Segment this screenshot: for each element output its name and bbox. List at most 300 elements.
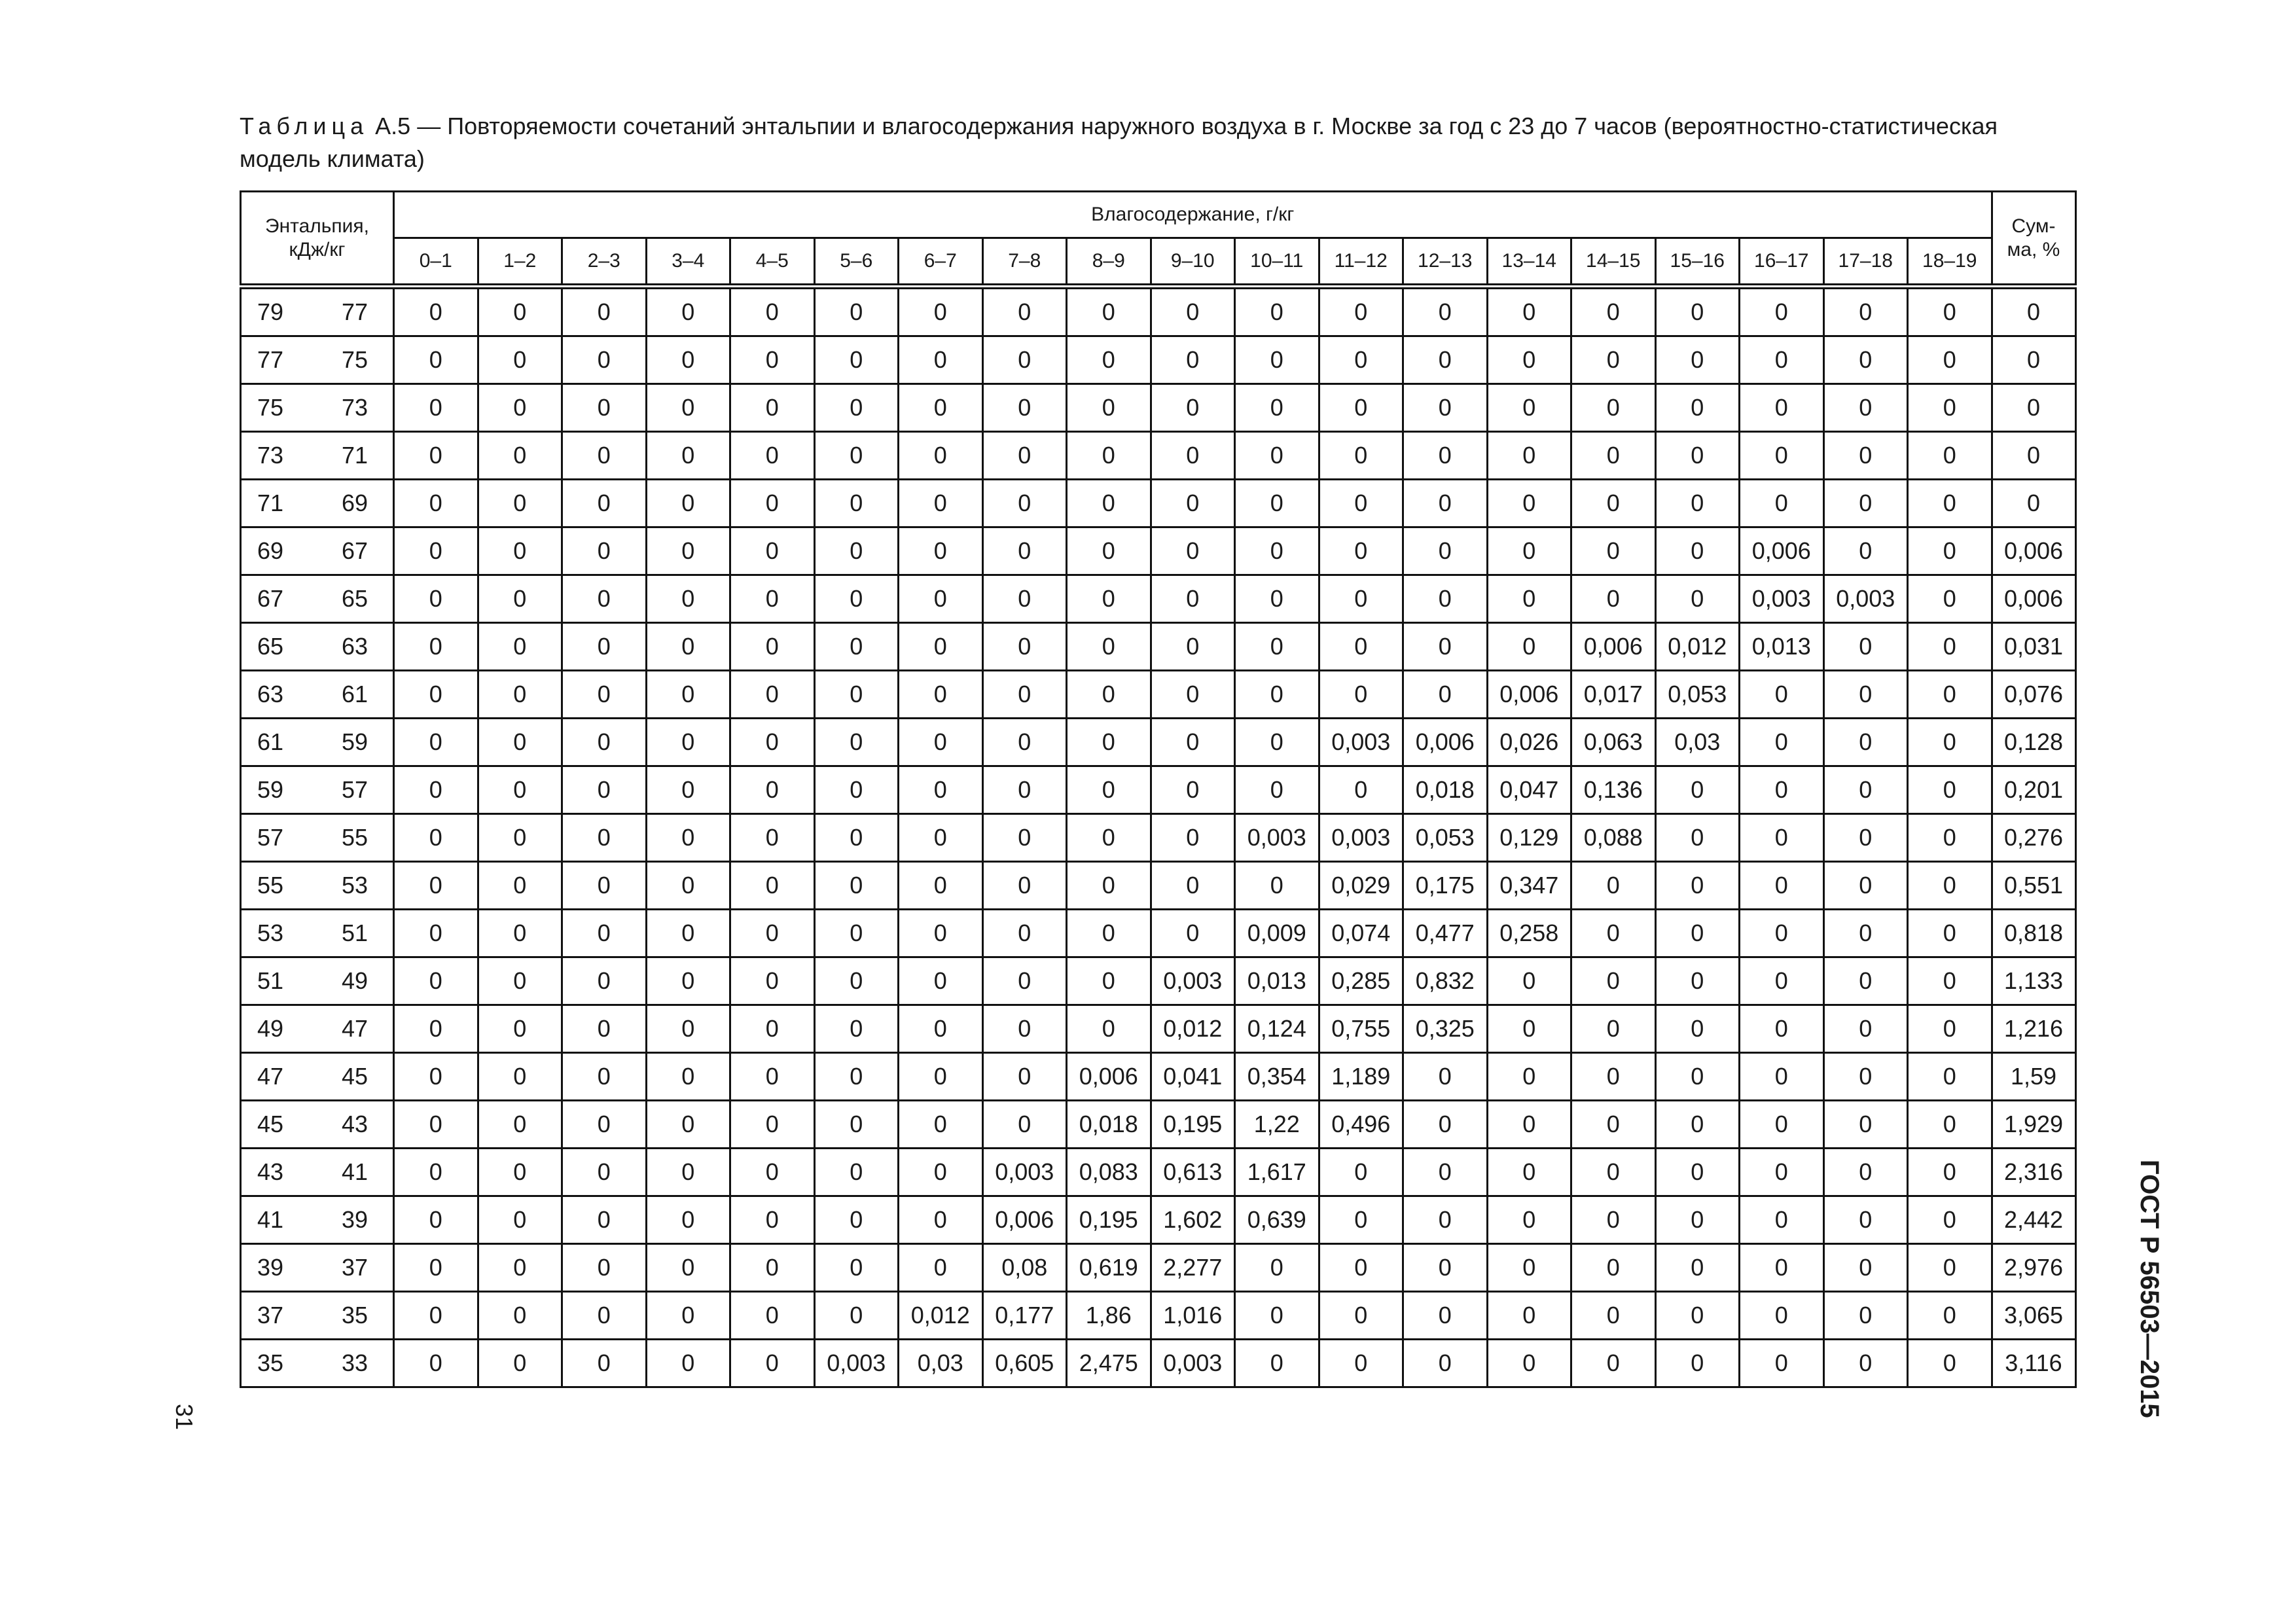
table-caption	[240, 110, 2072, 175]
value-cell: 0,063	[1571, 719, 1656, 766]
value-cell: 0	[1823, 766, 1908, 814]
value-cell: 0	[899, 623, 983, 671]
value-cell: 0,195	[1067, 1196, 1151, 1244]
table-row	[241, 287, 2076, 336]
table-row	[241, 1244, 2076, 1292]
value-cell: 0	[1740, 1340, 1824, 1387]
value-cell: 0	[1908, 719, 1992, 766]
value-cell: 1,617	[1235, 1149, 1319, 1196]
value-cell: 0	[814, 1244, 899, 1292]
value-cell: 0	[1319, 1244, 1403, 1292]
value-cell: 0	[1571, 1053, 1656, 1101]
moisture-column-header: 10–11	[1235, 238, 1319, 287]
enthalpy-from-cell: 69	[241, 527, 317, 575]
moisture-column-header: 0–1	[394, 238, 478, 287]
value-cell: 0	[899, 336, 983, 384]
value-cell: 0	[1151, 336, 1235, 384]
value-cell: 0	[394, 1244, 478, 1292]
table-row	[241, 384, 2076, 432]
sum-cell: 2,976	[1992, 1244, 2075, 1292]
value-cell: 0	[646, 1340, 730, 1387]
value-cell: 0	[1571, 1005, 1656, 1053]
moisture-column-header: 17–18	[1823, 238, 1908, 287]
value-cell: 0	[1151, 766, 1235, 814]
value-cell: 0,026	[1487, 719, 1571, 766]
value-cell: 0	[1235, 575, 1319, 623]
value-cell: 0	[814, 1196, 899, 1244]
enthalpy-from-cell: 51	[241, 957, 317, 1005]
value-cell: 0	[982, 527, 1067, 575]
value-cell: 0	[1740, 1101, 1824, 1149]
enthalpy-from-cell: 41	[241, 1196, 317, 1244]
value-cell: 0	[562, 480, 647, 527]
value-cell: 0	[478, 336, 562, 384]
value-cell: 0	[730, 814, 815, 862]
sum-cell: 0	[1992, 287, 2075, 336]
enthalpy-from-cell: 59	[241, 766, 317, 814]
value-cell: 0	[478, 384, 562, 432]
value-cell: 0	[1655, 1101, 1740, 1149]
value-cell: 0	[394, 384, 478, 432]
table-row	[241, 1053, 2076, 1101]
enthalpy-to-cell: 57	[317, 766, 394, 814]
value-cell: 0	[814, 766, 899, 814]
enthalpy-from-cell: 49	[241, 1005, 317, 1053]
value-cell: 0	[730, 1340, 815, 1387]
value-cell: 0	[1487, 1292, 1571, 1340]
caption-text: А.5 — Повторяемости сочетаний энтальпии и влагосодержания наружного воздуха в г. Москве за год с 23 до 7 часов (вероятностно-статистическая модель климата)	[240, 113, 1998, 172]
value-cell: 0	[1908, 432, 1992, 480]
caption-prefix: Таблица	[240, 113, 369, 139]
value-cell: 0	[1571, 1149, 1656, 1196]
value-cell: 0,003	[1823, 575, 1908, 623]
value-cell: 0	[814, 1053, 899, 1101]
value-cell: 0	[1908, 1149, 1992, 1196]
value-cell: 0	[899, 1005, 983, 1053]
moisture-column-header: 8–9	[1067, 238, 1151, 287]
value-cell: 0	[646, 766, 730, 814]
value-cell: 0	[646, 1244, 730, 1292]
value-cell: 0	[982, 384, 1067, 432]
value-cell: 0	[1571, 1244, 1656, 1292]
value-cell: 0	[1740, 1149, 1824, 1196]
value-cell: 0	[1067, 384, 1151, 432]
table-row	[241, 1292, 2076, 1340]
value-cell: 0	[814, 287, 899, 336]
value-cell: 0	[1319, 1196, 1403, 1244]
value-cell: 0	[394, 432, 478, 480]
value-cell: 0	[1571, 1101, 1656, 1149]
value-cell: 0	[1151, 384, 1235, 432]
value-cell: 0	[814, 862, 899, 910]
value-cell: 0	[646, 910, 730, 957]
value-cell: 0	[1319, 1292, 1403, 1340]
value-cell: 0	[1908, 384, 1992, 432]
value-cell: 0	[814, 1292, 899, 1340]
value-cell: 0	[562, 1005, 647, 1053]
value-cell: 0	[1655, 1340, 1740, 1387]
table-row	[241, 862, 2076, 910]
value-cell: 0	[899, 1101, 983, 1149]
value-cell: 0,003	[1319, 814, 1403, 862]
value-cell: 0	[478, 432, 562, 480]
value-cell: 0	[1655, 814, 1740, 862]
table-row	[241, 1196, 2076, 1244]
value-cell: 0	[1655, 480, 1740, 527]
value-cell: 0	[1823, 384, 1908, 432]
value-cell: 0,136	[1571, 766, 1656, 814]
value-cell: 0	[646, 862, 730, 910]
value-cell: 0	[646, 1149, 730, 1196]
value-cell: 0	[1235, 1244, 1319, 1292]
value-cell: 0	[1403, 671, 1488, 719]
value-cell: 0,017	[1571, 671, 1656, 719]
sum-cell: 1,216	[1992, 1005, 2075, 1053]
value-cell: 0	[1655, 1292, 1740, 1340]
value-cell: 0	[1151, 862, 1235, 910]
value-cell: 0	[899, 384, 983, 432]
enthalpy-to-cell: 33	[317, 1340, 394, 1387]
enthalpy-to-cell: 45	[317, 1053, 394, 1101]
value-cell: 0	[899, 1053, 983, 1101]
value-cell: 0	[730, 1005, 815, 1053]
value-cell: 0	[1487, 287, 1571, 336]
enthalpy-from-cell: 43	[241, 1149, 317, 1196]
value-cell: 0,285	[1319, 957, 1403, 1005]
table-row	[241, 1005, 2076, 1053]
value-cell: 0	[899, 575, 983, 623]
value-cell: 0,012	[1151, 1005, 1235, 1053]
value-cell: 0	[1067, 336, 1151, 384]
value-cell: 0,325	[1403, 1005, 1488, 1053]
value-cell: 0	[1235, 671, 1319, 719]
value-cell: 0	[1403, 1101, 1488, 1149]
value-cell: 0	[394, 1101, 478, 1149]
value-cell: 0	[814, 1101, 899, 1149]
value-cell: 0	[562, 1244, 647, 1292]
value-cell: 0	[1908, 862, 1992, 910]
value-cell: 0	[646, 527, 730, 575]
value-cell: 0,003	[1319, 719, 1403, 766]
sum-cell: 0,551	[1992, 862, 2075, 910]
sum-cell: 3,065	[1992, 1292, 2075, 1340]
table-row	[241, 719, 2076, 766]
value-cell: 0	[478, 1340, 562, 1387]
value-cell: 0	[982, 432, 1067, 480]
value-cell: 2,277	[1151, 1244, 1235, 1292]
value-cell: 0	[899, 480, 983, 527]
value-cell: 0	[1403, 1244, 1488, 1292]
value-cell: 0	[1403, 287, 1488, 336]
value-cell: 0	[1908, 336, 1992, 384]
value-cell: 0,003	[1151, 1340, 1235, 1387]
value-cell: 0	[982, 814, 1067, 862]
value-cell: 1,602	[1151, 1196, 1235, 1244]
enthalpy-header	[241, 192, 394, 287]
moisture-column-header: 2–3	[562, 238, 647, 287]
value-cell: 0	[1823, 719, 1908, 766]
document-code: ГОСТ Р 56503—2015	[2135, 1160, 2164, 1418]
value-cell: 0	[1740, 719, 1824, 766]
value-cell: 0	[478, 623, 562, 671]
value-cell: 0	[1151, 480, 1235, 527]
value-cell: 0	[1571, 862, 1656, 910]
value-cell: 0	[730, 862, 815, 910]
enthalpy-to-cell: 71	[317, 432, 394, 480]
value-cell: 0	[1908, 527, 1992, 575]
value-cell: 0,354	[1235, 1053, 1319, 1101]
value-cell: 0	[814, 384, 899, 432]
value-cell: 0	[562, 766, 647, 814]
moisture-column-header: 1–2	[478, 238, 562, 287]
value-cell: 0,619	[1067, 1244, 1151, 1292]
value-cell: 0	[1740, 1292, 1824, 1340]
value-cell: 0	[1740, 766, 1824, 814]
value-cell: 0	[1067, 1005, 1151, 1053]
sum-cell: 0	[1992, 480, 2075, 527]
value-cell: 0	[730, 1196, 815, 1244]
value-cell: 0	[730, 480, 815, 527]
value-cell: 0	[730, 527, 815, 575]
value-cell: 0	[1823, 480, 1908, 527]
value-cell: 0	[646, 1053, 730, 1101]
value-cell: 0	[899, 432, 983, 480]
value-cell: 0	[1067, 766, 1151, 814]
value-cell: 0	[1319, 671, 1403, 719]
value-cell: 0	[1655, 1196, 1740, 1244]
moisture-column-header: 16–17	[1740, 238, 1824, 287]
value-cell: 0	[1487, 527, 1571, 575]
value-cell: 0	[1235, 766, 1319, 814]
value-cell: 0,006	[1740, 527, 1824, 575]
value-cell: 0	[1908, 575, 1992, 623]
value-cell: 0	[730, 910, 815, 957]
value-cell: 0	[1823, 862, 1908, 910]
enthalpy-to-cell: 49	[317, 957, 394, 1005]
value-cell: 0	[478, 814, 562, 862]
value-cell: 0	[982, 910, 1067, 957]
value-cell: 0	[730, 766, 815, 814]
moisture-column-header: 13–14	[1487, 238, 1571, 287]
value-cell: 0	[1740, 1005, 1824, 1053]
value-cell: 0	[1823, 814, 1908, 862]
value-cell: 0	[1403, 1340, 1488, 1387]
value-cell: 0	[1487, 1196, 1571, 1244]
value-cell: 0,012	[899, 1292, 983, 1340]
enthalpy-from-cell: 67	[241, 575, 317, 623]
value-cell: 0	[1067, 623, 1151, 671]
value-cell: 0	[1235, 527, 1319, 575]
value-cell: 0	[1571, 432, 1656, 480]
value-cell: 0	[1655, 336, 1740, 384]
value-cell: 0	[562, 814, 647, 862]
enthalpy-to-cell: 47	[317, 1005, 394, 1053]
value-cell: 0	[1487, 384, 1571, 432]
sum-cell: 0,128	[1992, 719, 2075, 766]
value-cell: 0	[646, 480, 730, 527]
value-cell: 0	[1067, 910, 1151, 957]
value-cell: 0	[1067, 432, 1151, 480]
value-cell: 0	[478, 1149, 562, 1196]
value-cell: 0	[562, 623, 647, 671]
value-cell: 0	[1823, 623, 1908, 671]
sum-header-line1: Сум-	[2011, 215, 2056, 237]
sum-cell: 3,116	[1992, 1340, 2075, 1387]
value-cell: 0	[1067, 480, 1151, 527]
enthalpy-from-cell: 35	[241, 1340, 317, 1387]
value-cell: 0	[478, 1244, 562, 1292]
value-cell: 0	[1403, 575, 1488, 623]
value-cell: 0	[646, 432, 730, 480]
sum-cell: 2,442	[1992, 1196, 2075, 1244]
value-cell: 0	[1908, 1244, 1992, 1292]
enthalpy-to-cell: 41	[317, 1149, 394, 1196]
value-cell: 0,006	[1067, 1053, 1151, 1101]
value-cell: 0	[899, 1196, 983, 1244]
moisture-column-header: 14–15	[1571, 238, 1656, 287]
value-cell: 0	[1908, 766, 1992, 814]
value-cell: 0,013	[1740, 623, 1824, 671]
value-cell: 0	[1067, 957, 1151, 1005]
value-cell: 0	[562, 432, 647, 480]
value-cell: 0	[394, 862, 478, 910]
value-cell: 0	[982, 1053, 1067, 1101]
value-cell: 0	[562, 957, 647, 1005]
value-cell: 0	[899, 527, 983, 575]
value-cell: 0,047	[1487, 766, 1571, 814]
value-cell: 0	[646, 1292, 730, 1340]
value-cell: 0	[394, 623, 478, 671]
value-cell: 0	[1067, 814, 1151, 862]
value-cell: 0	[1823, 1340, 1908, 1387]
table-row	[241, 1340, 2076, 1387]
value-cell: 0	[1823, 336, 1908, 384]
sum-cell: 1,929	[1992, 1101, 2075, 1149]
table-row	[241, 1101, 2076, 1149]
sum-cell: 2,316	[1992, 1149, 2075, 1196]
value-cell: 0,03	[899, 1340, 983, 1387]
value-cell: 1,22	[1235, 1101, 1319, 1149]
value-cell: 0	[646, 287, 730, 336]
value-cell: 0	[1908, 623, 1992, 671]
value-cell: 0	[394, 766, 478, 814]
table-row	[241, 480, 2076, 527]
value-cell: 2,475	[1067, 1340, 1151, 1387]
enthalpy-from-cell: 79	[241, 287, 317, 336]
value-cell: 0	[730, 432, 815, 480]
value-cell: 0	[982, 575, 1067, 623]
value-cell: 0	[1151, 623, 1235, 671]
value-cell: 0	[562, 336, 647, 384]
value-cell: 0	[1655, 1244, 1740, 1292]
value-cell: 0	[1740, 671, 1824, 719]
value-cell: 0	[1487, 1053, 1571, 1101]
value-cell: 0	[1823, 1149, 1908, 1196]
value-cell: 0	[1823, 1292, 1908, 1340]
value-cell: 0,006	[1487, 671, 1571, 719]
value-cell: 1,189	[1319, 1053, 1403, 1101]
value-cell: 0	[478, 1292, 562, 1340]
value-cell: 0,074	[1319, 910, 1403, 957]
sum-header	[1992, 192, 2075, 287]
value-cell: 0	[1487, 1005, 1571, 1053]
sum-cell: 0	[1992, 336, 2075, 384]
value-cell: 0	[730, 671, 815, 719]
value-cell: 0	[1235, 719, 1319, 766]
value-cell: 0	[982, 480, 1067, 527]
value-cell: 0	[394, 910, 478, 957]
value-cell: 0	[394, 480, 478, 527]
value-cell: 0	[1823, 527, 1908, 575]
value-cell: 0	[1908, 671, 1992, 719]
value-cell: 0	[1823, 910, 1908, 957]
value-cell: 0	[1571, 336, 1656, 384]
value-cell: 0	[982, 671, 1067, 719]
value-cell: 0	[1908, 1101, 1992, 1149]
value-cell: 0,175	[1403, 862, 1488, 910]
sum-cell: 0,201	[1992, 766, 2075, 814]
value-cell: 0	[1655, 287, 1740, 336]
value-cell: 0	[1823, 1196, 1908, 1244]
value-cell: 0,013	[1235, 957, 1319, 1005]
sum-cell: 0,076	[1992, 671, 2075, 719]
value-cell: 0	[562, 910, 647, 957]
value-cell: 0	[646, 1196, 730, 1244]
table-row	[241, 671, 2076, 719]
value-cell: 0	[394, 1005, 478, 1053]
value-cell: 0	[1319, 1149, 1403, 1196]
enthalpy-to-cell: 61	[317, 671, 394, 719]
value-cell: 1,016	[1151, 1292, 1235, 1340]
sum-cell: 0	[1992, 432, 2075, 480]
value-cell: 0	[1403, 1196, 1488, 1244]
enthalpy-to-cell: 39	[317, 1196, 394, 1244]
value-cell: 0	[1740, 862, 1824, 910]
enthalpy-from-cell: 39	[241, 1244, 317, 1292]
enthalpy-from-cell: 37	[241, 1292, 317, 1340]
value-cell: 0	[1319, 432, 1403, 480]
value-cell: 0	[982, 1101, 1067, 1149]
value-cell: 0	[730, 957, 815, 1005]
value-cell: 0	[1487, 432, 1571, 480]
value-cell: 0	[1151, 719, 1235, 766]
value-cell: 0	[814, 957, 899, 1005]
value-cell: 0	[646, 957, 730, 1005]
value-cell: 0	[814, 480, 899, 527]
value-cell: 0,041	[1151, 1053, 1235, 1101]
value-cell: 0	[646, 384, 730, 432]
value-cell: 0	[1823, 671, 1908, 719]
value-cell: 0	[1571, 384, 1656, 432]
value-cell: 0	[1655, 910, 1740, 957]
value-cell: 0	[394, 287, 478, 336]
value-cell: 0	[814, 910, 899, 957]
enthalpy-to-cell: 67	[317, 527, 394, 575]
enthalpy-from-cell: 77	[241, 336, 317, 384]
value-cell: 0	[1319, 480, 1403, 527]
enthalpy-to-cell: 69	[317, 480, 394, 527]
value-cell: 1,86	[1067, 1292, 1151, 1340]
value-cell: 0,347	[1487, 862, 1571, 910]
value-cell: 0	[1908, 480, 1992, 527]
value-cell: 0	[562, 1053, 647, 1101]
enthalpy-to-cell: 37	[317, 1244, 394, 1292]
value-cell: 0	[562, 671, 647, 719]
enthalpy-from-cell: 47	[241, 1053, 317, 1101]
value-cell: 0	[982, 766, 1067, 814]
value-cell: 0	[1403, 1149, 1488, 1196]
value-cell: 0,083	[1067, 1149, 1151, 1196]
